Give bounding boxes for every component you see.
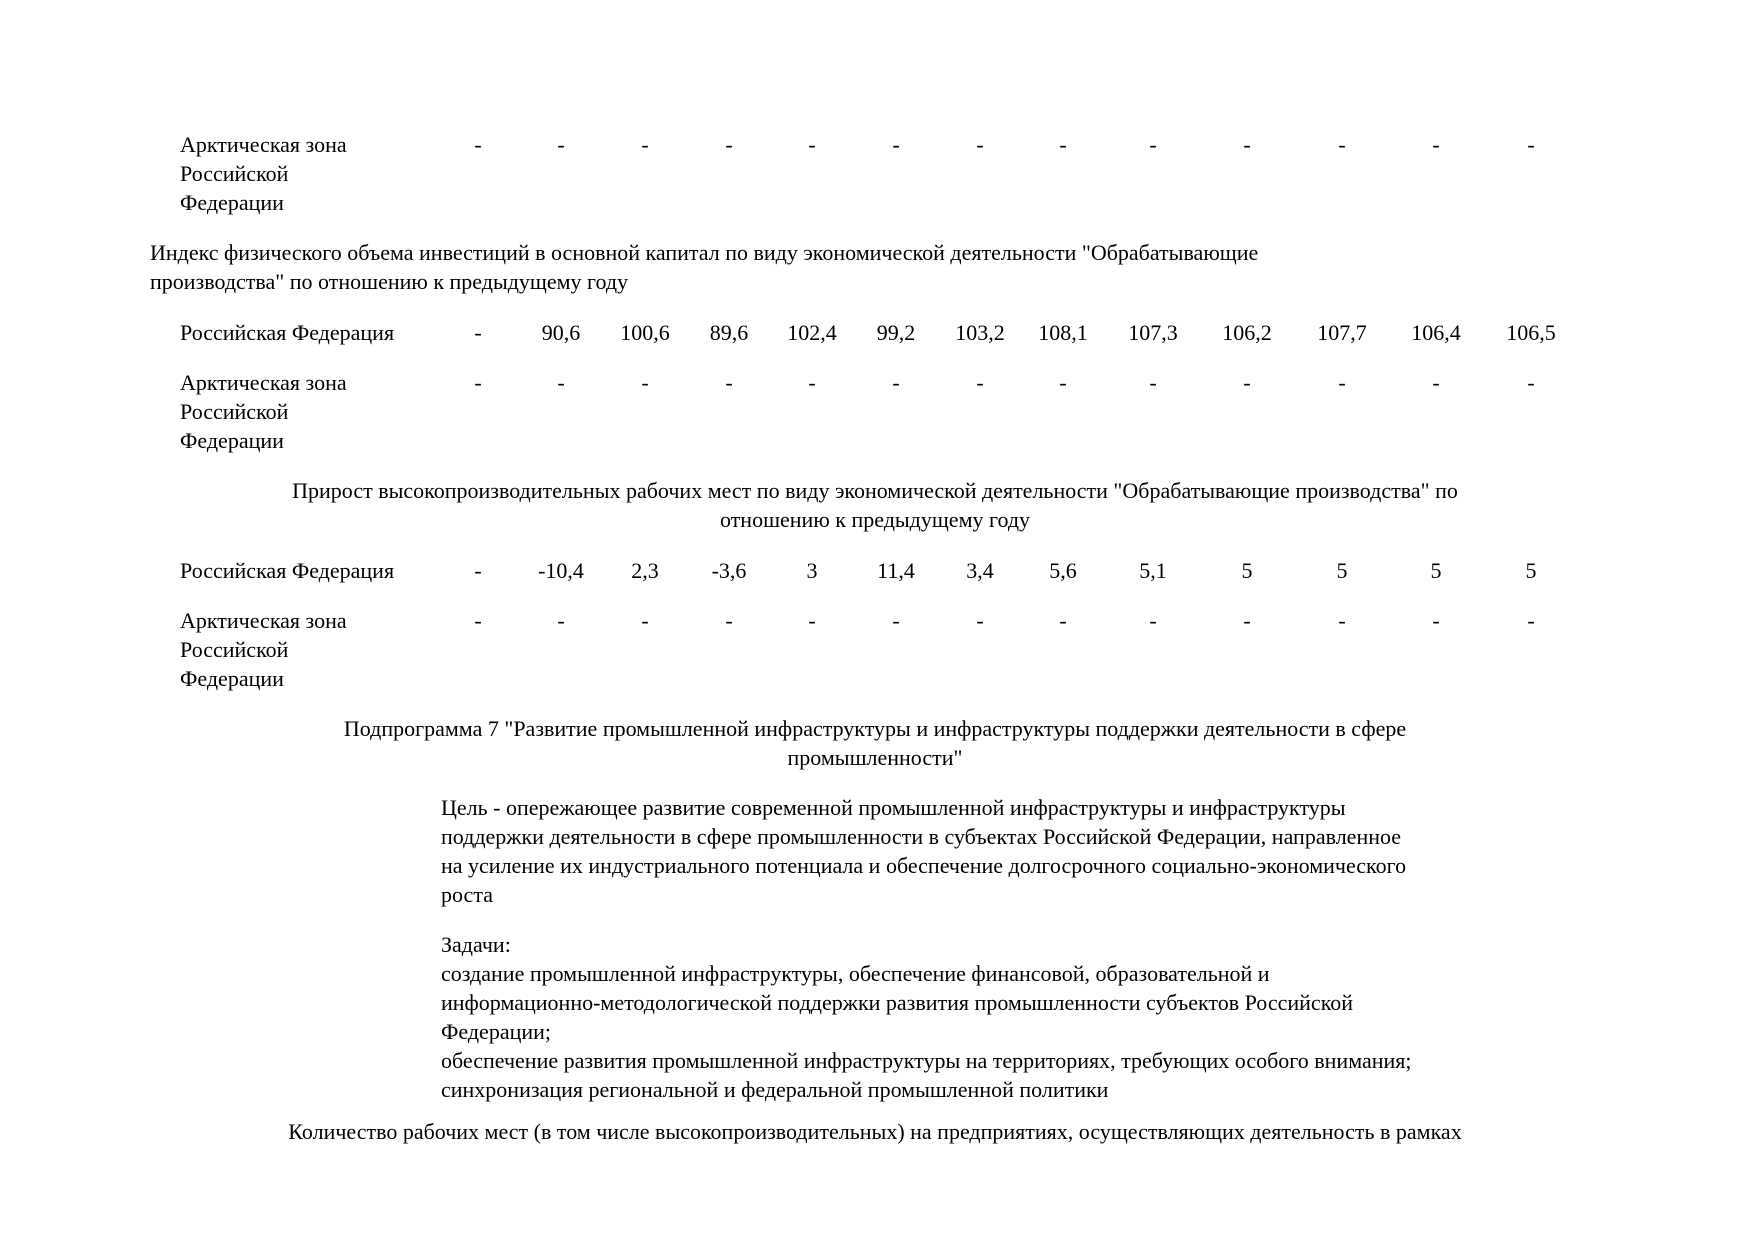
investment-rf-values-row <box>0 318 1754 348</box>
table-cell: 102,4 <box>787 320 837 345</box>
subprogram-goal: Цель - опережающее развитие современной промышленной инфраструктуры и инфраструктуры поддержки деятельности в сфере промышленности в субъектах Российской Федерации, направленное на усиление их индустриального потенциала и обеспечение долгосрочного социально-экономического роста <box>441 795 1407 907</box>
table-cell: 90,6 <box>541 320 581 345</box>
table-cell: 5 <box>1336 558 1348 583</box>
rf-label: Российская Федерация <box>180 558 395 583</box>
table-cell: 11,4 <box>877 558 915 583</box>
table-cell: - <box>474 608 482 633</box>
table-cell: - <box>808 132 816 157</box>
table-cell: 106,5 <box>1506 320 1556 345</box>
table-cell: - <box>1243 132 1251 157</box>
jobs-section-title: Прирост высокопроизводительных рабочих мест по виду экономической деятельности "Обрабатывающие производства" по отношению к предыдущему году <box>292 478 1458 532</box>
table-cell: - <box>557 608 565 633</box>
table-cell: - <box>641 132 649 157</box>
table-cell: - <box>1243 608 1251 633</box>
table-cell: - <box>641 370 649 395</box>
jobs-arctic-values-row <box>0 606 1754 636</box>
table-cell: - <box>474 320 482 345</box>
table-cell: - <box>1149 608 1157 633</box>
table-cell: - <box>1059 608 1067 633</box>
investment-section-title: Индекс физического объема инвестиций в основной капитал по виду экономической деятельности "Обрабатывающие производства" по отношению к предыдущему году <box>150 240 1259 294</box>
table-cell: - <box>976 608 984 633</box>
table-cell: 106,4 <box>1411 320 1461 345</box>
table-cell: - <box>474 132 482 157</box>
table-cell: 5 <box>1430 558 1442 583</box>
table-cell: - <box>808 608 816 633</box>
table-cell: 107,3 <box>1128 320 1178 345</box>
footer-heading: Количество рабочих мест (в том числе высокопроизводительных) на предприятиях, осуществляющих деятельность в рамках <box>288 1119 1462 1144</box>
table-cell: - <box>1338 608 1346 633</box>
table-cell: -10,4 <box>538 558 584 583</box>
table-cell: - <box>1149 370 1157 395</box>
table-cell: 2,3 <box>631 558 659 583</box>
rf-label: Российская Федерация <box>180 320 395 345</box>
table-cell: 5 <box>1241 558 1253 583</box>
subprogram-title: Подпрограмма 7 "Развитие промышленной инфраструктуры и инфраструктуры поддержки деятельности в сфере промышленности" <box>343 716 1407 770</box>
arctic-zone-label: Арктическая зона Российской Федерации <box>180 132 347 215</box>
table-cell: - <box>1338 370 1346 395</box>
subprogram-tasks: Задачи: создание промышленной инфраструктуры, обеспечение финансовой, образовательной и информационно-методологической поддержки развития промышленности субъектов Российской Федерации; обеспечение развития промышленной инфраструктуры на территориях, требующих особого внимания; синхронизация региональной и федеральной промышленной политики <box>441 932 1412 1102</box>
table-cell: - <box>641 608 649 633</box>
table-cell: - <box>725 132 733 157</box>
table-cell: - <box>1243 370 1251 395</box>
table-cell: - <box>1338 132 1346 157</box>
table-cell: - <box>892 132 900 157</box>
investment-arctic-values-row <box>0 368 1754 398</box>
table-cell: - <box>1527 370 1535 395</box>
table-cell: 3,4 <box>966 558 994 583</box>
table-cell: 3 <box>806 558 818 583</box>
table-cell: - <box>1527 608 1535 633</box>
table-cell: - <box>725 608 733 633</box>
table-cell: - <box>1527 132 1535 157</box>
table-cell: 108,1 <box>1038 320 1088 345</box>
table-cell: 100,6 <box>620 320 670 345</box>
table-cell: - <box>1149 132 1157 157</box>
table-cell: - <box>1432 608 1440 633</box>
table-cell: - <box>474 558 482 583</box>
table-cell: 106,2 <box>1222 320 1272 345</box>
table-cell: - <box>557 370 565 395</box>
table-cell: - <box>725 370 733 395</box>
arctic-zone-label: Арктическая зона Российской Федерации <box>180 608 347 691</box>
table-cell: 5 <box>1525 558 1537 583</box>
table-cell: - <box>1432 132 1440 157</box>
table-cell: - <box>808 370 816 395</box>
arctic-zone-values-row <box>0 130 1754 160</box>
table-cell: - <box>976 370 984 395</box>
table-cell: - <box>892 370 900 395</box>
table-cell: 5,6 <box>1049 558 1077 583</box>
table-cell: - <box>1059 132 1067 157</box>
table-cell: - <box>474 370 482 395</box>
table-cell: 99,2 <box>876 320 916 345</box>
jobs-rf-values-row <box>0 556 1754 586</box>
table-cell: - <box>892 608 900 633</box>
table-cell: - <box>1059 370 1067 395</box>
table-cell: 103,2 <box>955 320 1005 345</box>
table-cell: 5,1 <box>1139 558 1167 583</box>
table-cell: 89,6 <box>709 320 749 345</box>
table-cell: -3,6 <box>711 558 747 583</box>
table-cell: - <box>557 132 565 157</box>
table-cell: - <box>1432 370 1440 395</box>
arctic-zone-label: Арктическая зона Российской Федерации <box>180 370 347 453</box>
table-cell: - <box>976 132 984 157</box>
table-cell: 107,7 <box>1317 320 1367 345</box>
